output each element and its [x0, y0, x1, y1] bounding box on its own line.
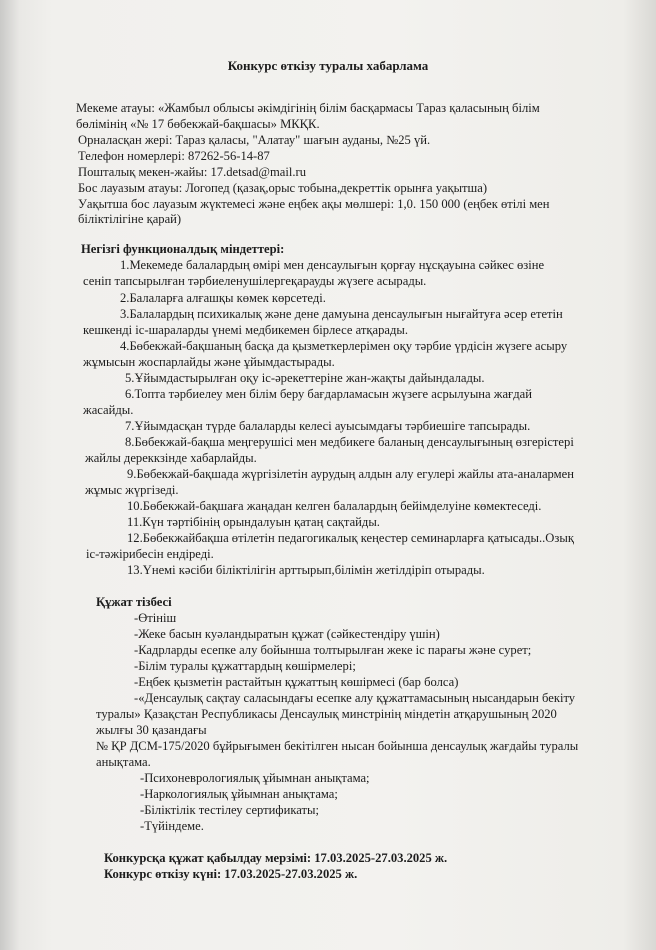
- info-line: Орналасқан жері: Тараз қаласы, "Алатау" шағын ауданы, №25 үй.: [78, 133, 431, 147]
- duty-line: 13.Үнемі кәсіби біліктілігін арттырып,білімін жетілдіріп отырады.: [127, 563, 485, 577]
- doc-line: -Психоневрологиялық ұйымнан анықтама;: [140, 771, 370, 785]
- duty-line: жұмысын жоспарлайды және ұйымдастырады.: [83, 355, 335, 369]
- duty-line: 10.Бөбекжай-бақшаға жаңадан келген балалардың бейімделуіне көмектеседі.: [127, 499, 542, 513]
- doc-line: -Еңбек қызметін растайтын құжаттың көшірмесі (бар болса): [134, 675, 459, 689]
- info-line: бөлімінің «№ 17 бөбекжай-бақшасы» МКҚК.: [76, 117, 320, 131]
- contest-date-text: Конкурс өткізу күні: 17.03.2025-27.03.2025 ж.: [104, 867, 358, 881]
- duty-line: 8.Бөбекжай-бақша меңгерушісі мен медбикеге баланың денсаулығының өзгерістері: [125, 435, 574, 449]
- info-line: Телефон номерлері: 87262-56-14-87: [78, 149, 270, 163]
- doc-line: -Наркологиялық ұйымнан анықтама;: [140, 787, 338, 801]
- doc-line: -Кадрларды есепке алу бойынша толтырылған жеке іс парағы және сурет;: [134, 643, 532, 657]
- doc-line: -Білім туралы құжаттардың көшірмелері;: [134, 659, 356, 673]
- info-line: Мекеме атауы: «Жамбыл облысы әкімдігінің білім басқармасы Тараз қаласының білім: [76, 101, 540, 115]
- duty-line: 4.Бөбекжай-бақшаның басқа да қызметкерлерімен оқу тәрбие үрдісін жүзеге асыру: [120, 339, 568, 353]
- duty-line: іс-тәжірибесін ендіреді.: [86, 547, 214, 561]
- duty-line: 6.Топта тәрбиелеу мен білім беру бағдарламасын жүзеге асрылуына жағдай: [125, 387, 532, 401]
- deadline-text: Конкурсқа құжат қабылдау мерзімі: 17.03.2025-27.03.2025 ж.: [104, 851, 448, 865]
- docs-heading: Құжат тізбесі: [96, 595, 172, 609]
- duty-line: 5.Ұйымдастырылған оқу іс-әрекеттеріне жан-жақты дайындалады.: [125, 371, 485, 385]
- duties-heading: Негізгі функционалдық міндеттері:: [81, 242, 285, 256]
- doc-line: -Жеке басын куәландыратын құжат (сәйкестендіру үшін): [134, 627, 440, 641]
- duty-line: сеніп тапсырылған тәрбиеленушілергеқарауды жүзеге асырады.: [83, 274, 427, 288]
- doc-line: -«Денсаулық сақтау саласындағы есепке алу құжаттамасының нысандарын бекіту: [134, 691, 576, 705]
- info-line: Уақытша бос лауазым жүктемесі және еңбек ақы мөлшері: 1,0. 150 000 (еңбек өтілі мен: [78, 197, 550, 211]
- duty-line: 3.Балалардың психикалық және дене дамуына денсаулығын нығайтуға әсер ететін: [120, 307, 563, 321]
- doc-line: -Біліктілік тестілеу сертификаты;: [140, 803, 319, 817]
- duty-line: жұмыс жүргізеді.: [85, 483, 179, 497]
- duty-line: 11.Күн тәртібінің орындалуын қатаң сақтайды.: [127, 515, 380, 529]
- duty-line: 1.Мекемеде балалардың өмірі мен денсаулығын қорғау нұсқауына сәйкес өзіне: [120, 258, 545, 272]
- duty-line: 2.Балаларға алғашқы көмек көрсетеді.: [120, 291, 326, 305]
- doc-line: жылғы 30 қазандағы: [96, 723, 207, 737]
- info-line: біліктілігіне қарай): [78, 212, 182, 226]
- info-line: Бос лауазым атауы: Логопед (қазақ,орыс тобына,декреттік орынға уақытша): [78, 181, 488, 195]
- doc-line: -Түйіндеме.: [140, 819, 204, 833]
- doc-line: -Өтініш: [134, 611, 177, 625]
- duty-line: жайлы дереккзінде хабарлайды.: [85, 451, 257, 465]
- duty-line: кешкенді іс-шараларды үнемі медбикемен бірлесе атқарады.: [83, 323, 408, 337]
- duty-line: 12.Бөбекжайбақша өтілетін педагогикалық кеңестер семинарларға қатысады..Озық: [127, 531, 574, 545]
- info-line: Пошталық мекен-жайы: 17.detsad@mail.ru: [78, 165, 307, 179]
- duty-line: 9.Бөбекжай-бақшада жүргізілетін аурудың алдын алу егулері жайлы ата-аналармен: [127, 467, 574, 481]
- duty-line: 7.Ұйымдасқан түрде балаларды келесі ауысымдағы тәрбиешіге тапсырады.: [125, 419, 531, 433]
- doc-line: анықтама.: [96, 755, 151, 769]
- duty-line: жасайды.: [83, 403, 134, 417]
- document-title: Конкурс өткізу туралы хабарлама: [227, 58, 429, 73]
- doc-line: № ҚР ДСМ-175/2020 бұйрығымен бекітілген нысан бойынша денсаулық жағдайы туралы: [96, 739, 579, 753]
- doc-line: туралы» Қазақстан Республикасы Денсаулық минстрінің міндетін атқарушының 2020: [96, 707, 557, 721]
